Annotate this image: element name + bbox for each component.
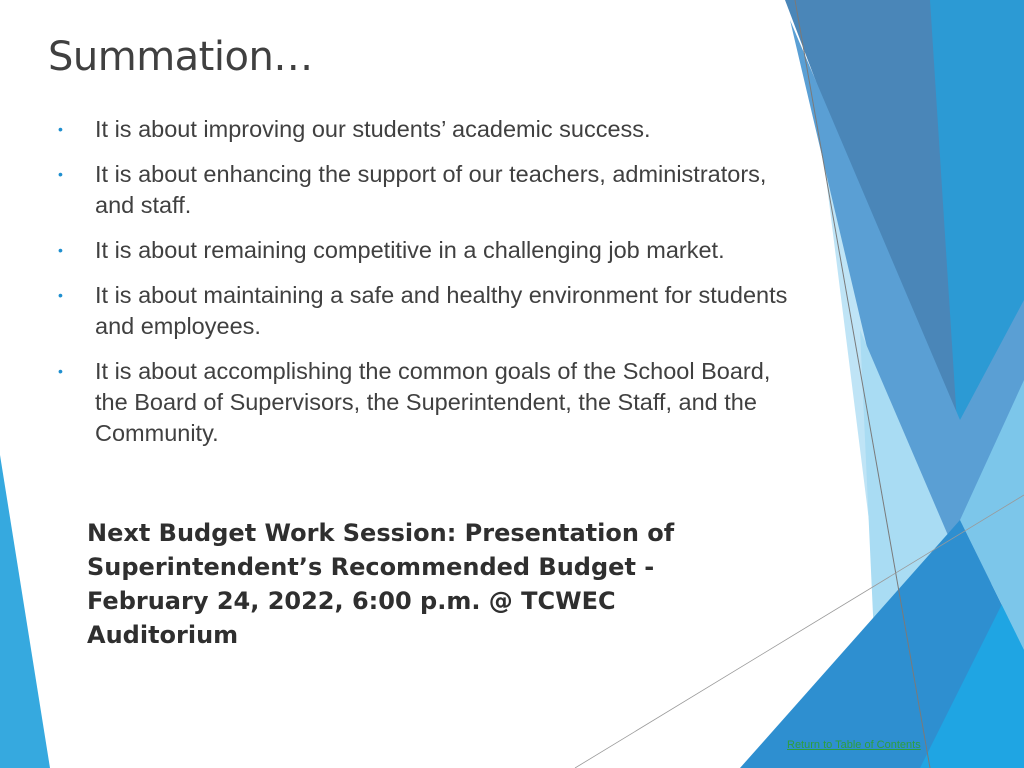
bullet-dot-icon: •: [58, 121, 63, 137]
bullet-item: [58, 235, 788, 266]
bullet-text: It is about enhancing the support of our teachers, administrators, and staff.: [95, 161, 767, 218]
bullet-text: It is about accomplishing the common goals of the School Board, the Board of Supervisors, the Superintendent, the Staff, and the Community.: [95, 358, 771, 446]
bullet-list: [58, 114, 788, 463]
bullet-text: It is about maintaining a safe and healthy environment for students and employees.: [95, 282, 788, 339]
bullet-dot-icon: •: [58, 287, 63, 303]
bullet-dot-icon: •: [58, 166, 63, 182]
return-to-toc-link[interactable]: Return to Table of Contents: [787, 739, 921, 751]
bullet-dot-icon: •: [58, 363, 63, 379]
bullet-text: It is about improving our students’ academic success.: [95, 116, 651, 142]
next-session-announcement: Next Budget Work Session: Presentation of Superintendent’s Recommended Budget - February 24, 2022, 6:00 p.m. @ TCWEC Auditorium: [87, 519, 675, 649]
bullet-item: [58, 159, 788, 221]
left-edge-stripe: [0, 455, 50, 768]
bullet-text: It is about remaining competitive in a challenging job market.: [95, 237, 725, 263]
slide-title: Summation…: [48, 34, 313, 80]
bullet-item: [58, 114, 788, 145]
bullet-dot-icon: •: [58, 242, 63, 258]
bullet-item: [58, 280, 788, 342]
bullet-item: [58, 356, 788, 449]
